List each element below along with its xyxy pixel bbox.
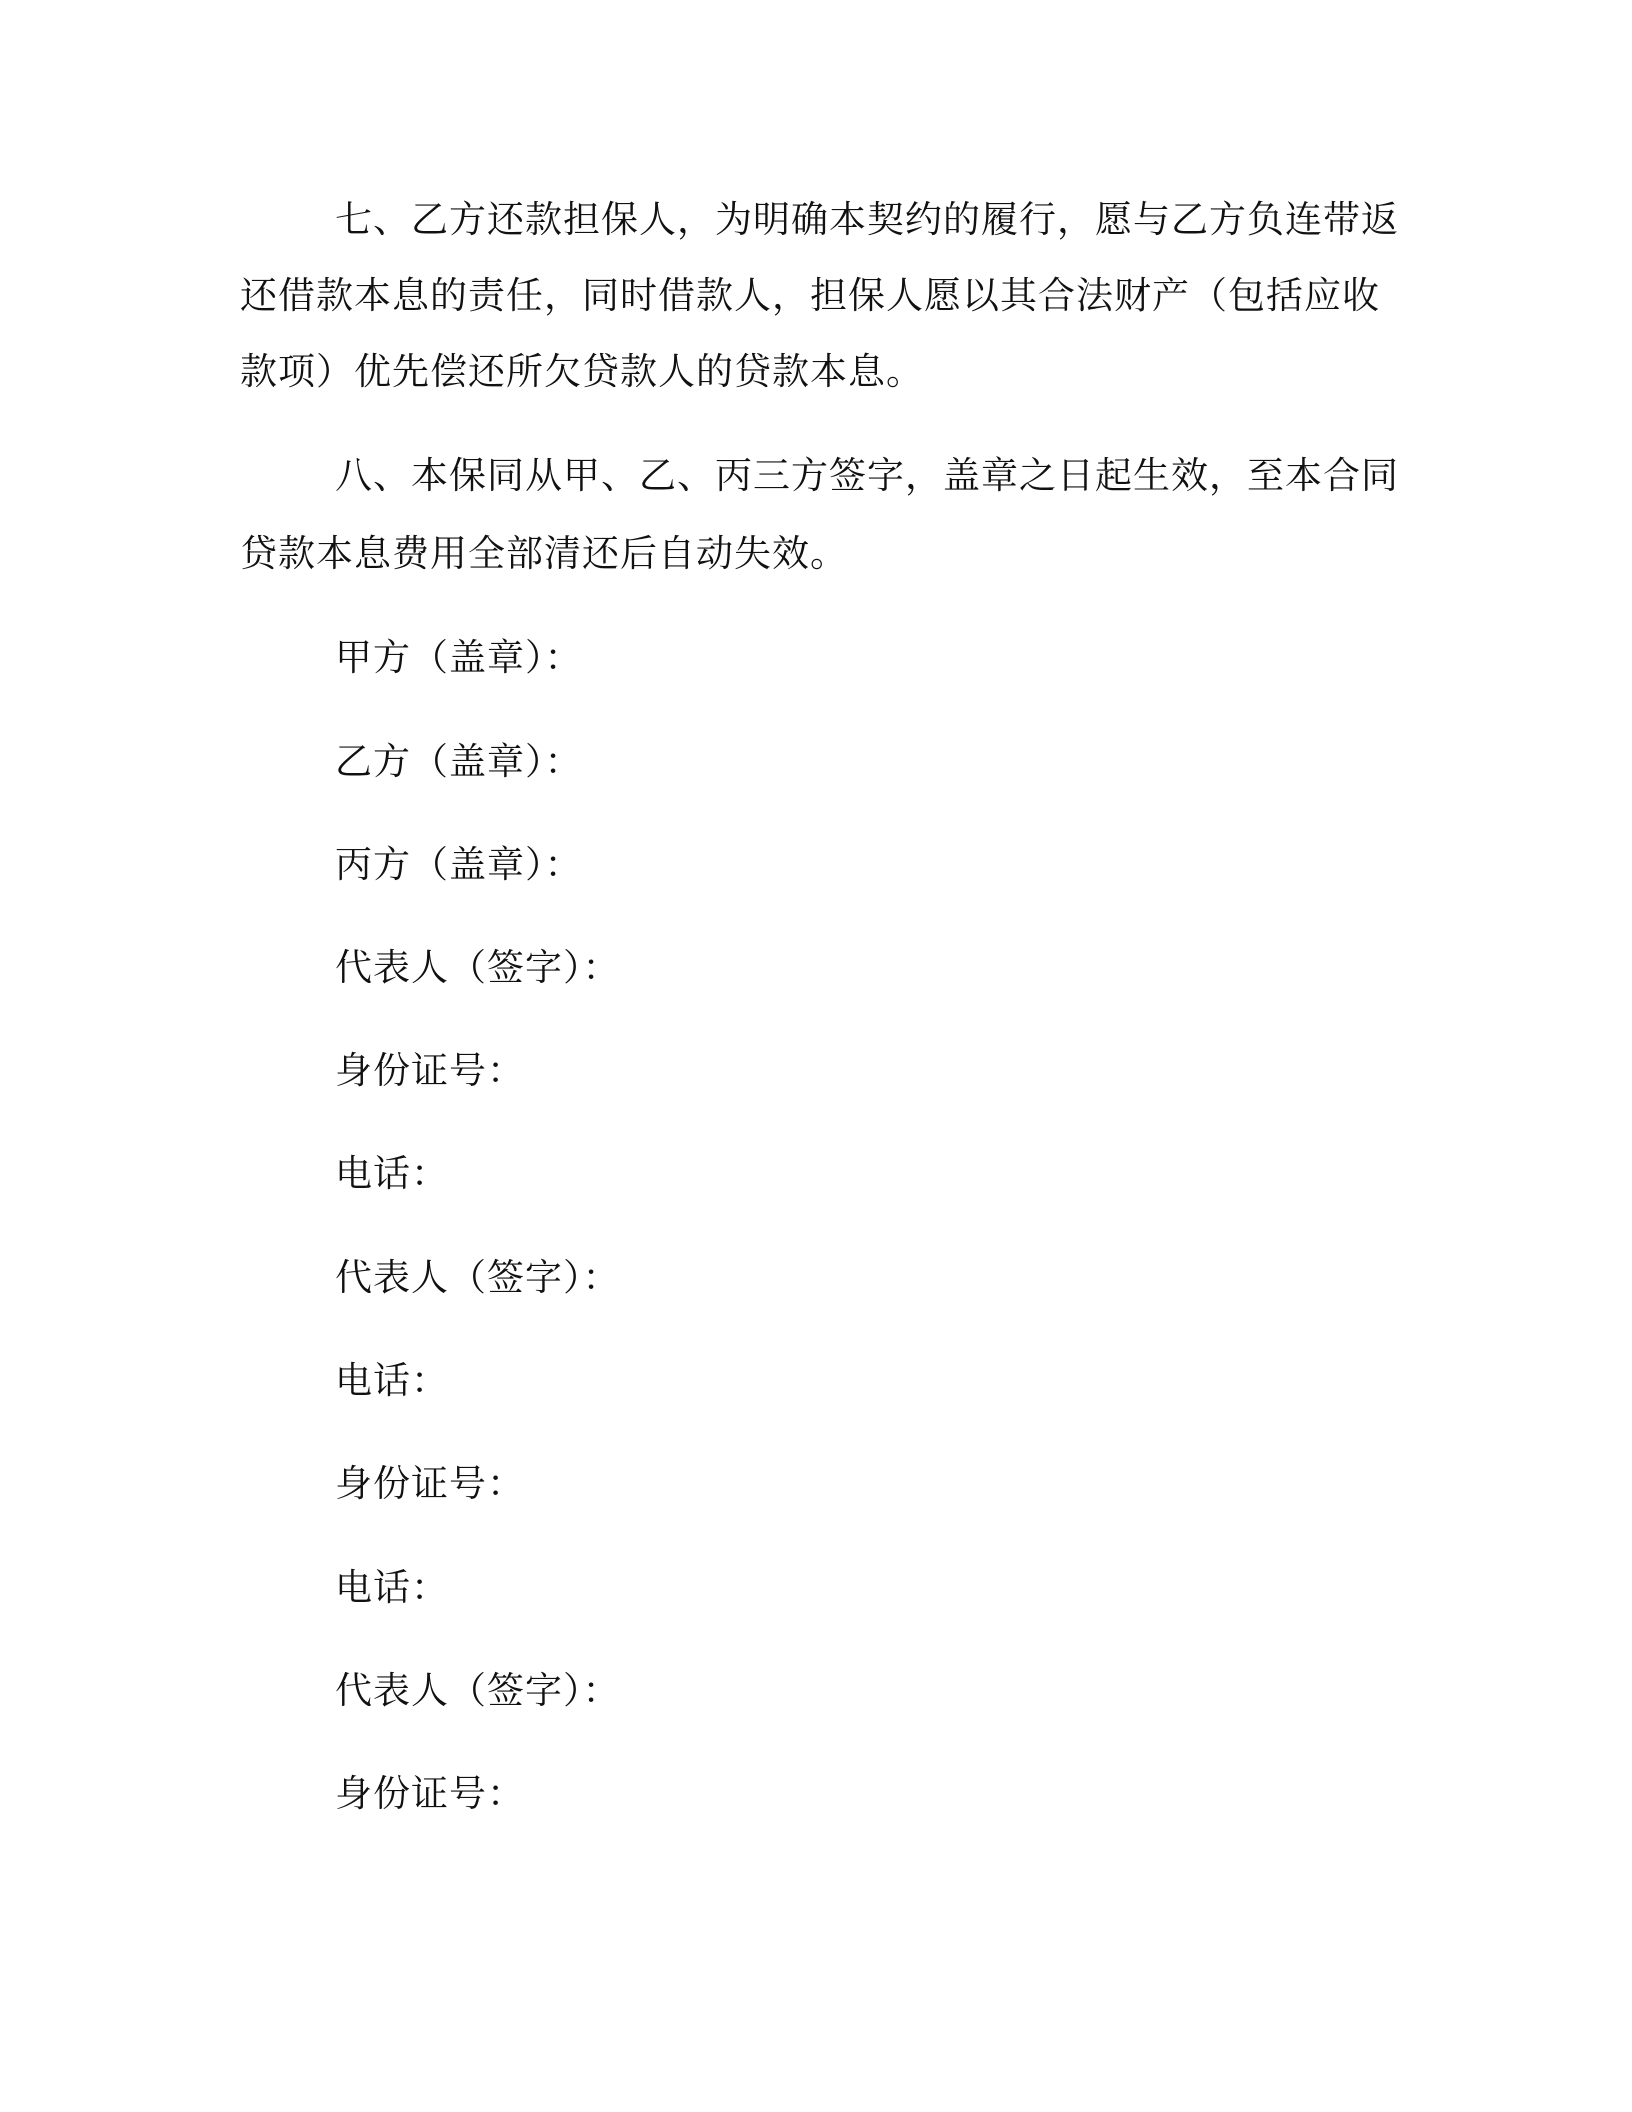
representative-signature-label-3: 代表人（签字）：	[335, 1669, 621, 1712]
clause-7-line-2: 还借款本息的责任，同时借款人，担保人愿以其合法财产（包括应收	[240, 274, 1380, 317]
phone-label-2: 电话：	[335, 1359, 449, 1402]
id-number-label-2: 身份证号：	[335, 1462, 525, 1505]
phone-label-1: 电话：	[335, 1152, 449, 1195]
clause-8-line-1: 八、本保同从甲、乙、丙三方签字，盖章之日起生效，至本合同	[335, 454, 1399, 497]
phone-label-3: 电话：	[335, 1566, 449, 1609]
id-number-label-3: 身份证号：	[335, 1772, 525, 1815]
representative-signature-label-2: 代表人（签字）：	[335, 1256, 621, 1299]
representative-signature-label-1: 代表人（签字）：	[335, 946, 621, 989]
party-a-seal-label: 甲方（盖章）：	[335, 636, 583, 679]
clause-7-line-1: 七、乙方还款担保人，为明确本契约的履行，愿与乙方负连带返	[335, 198, 1399, 241]
party-c-seal-label: 丙方（盖章）：	[335, 843, 583, 886]
id-number-label-1: 身份证号：	[335, 1049, 525, 1092]
clause-8-line-2: 贷款本息费用全部清还后自动失效。	[240, 532, 848, 575]
party-b-seal-label: 乙方（盖章）：	[335, 740, 583, 783]
clause-7-line-3: 款项）优先偿还所欠贷款人的贷款本息。	[240, 350, 924, 393]
